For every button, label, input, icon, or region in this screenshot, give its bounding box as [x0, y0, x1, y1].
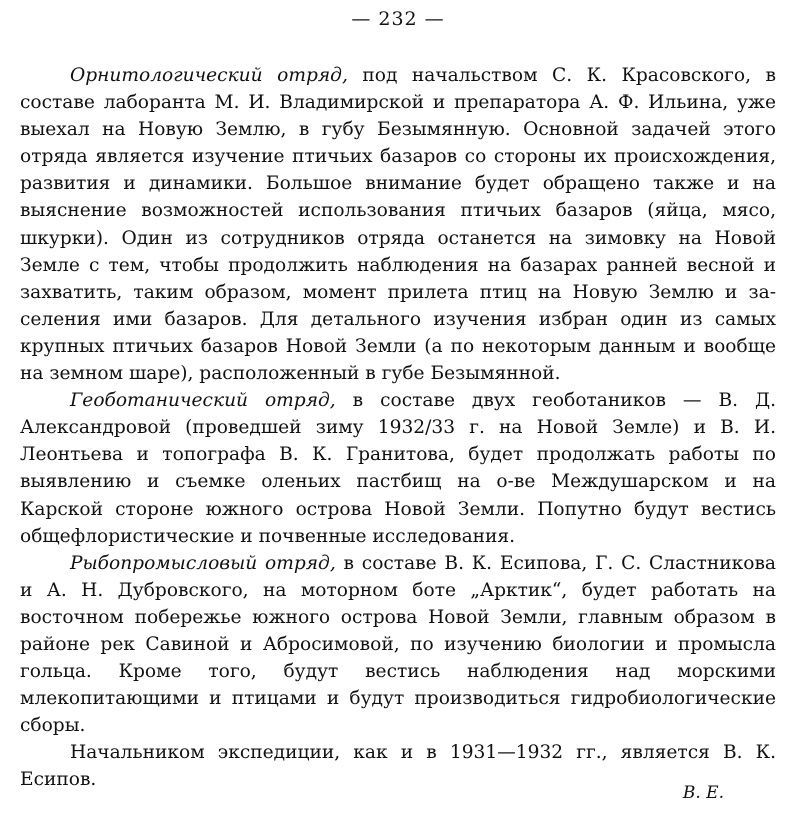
paragraph-text: под начальством С. К. Красовского, в составе лаборанта М. И. Владимирской и препаратора А. Ф. Ильина, уже выехал на Новую Землю, в губу Безымянную. Основной задачей этого отряда является изучение птичьих базаров со стороны их происхождения, развития и динамики. Большое внимание будет обращено также и на выяснение возможностей использования птичьих базаров (яйца, мясо, шкурки). Один из сотрудников отряда останется на зимовку на Новой Земле с тем, чтобы продолжить наблюдения на базарах ранней весной и захватить, таким образом, момент прилета птиц на Новую Землю и заселения ими базаров. Для детального изучения избран один из самых крупных птичьих базаров Новой Земли (а по некоторым данным и вообще на земном шаре), расположенный в губе Безымянной.: [20, 65, 776, 385]
paragraph-lead: Геоботанический отряд,: [70, 390, 336, 412]
paragraph-text: в составе В. К. Есипова, Г. С. Сластникова и А. Н. Дубровского, на моторном боте „Арктик“, будет работать на восточном побережье южного острова Новой Земли, главным образом в районе рек Савиной и Абросимовой, по изучению биологии и промысла гольца. Кроме того, будут вестись наблюдения над морскими млекопитающими и птицами и будут производиться гидробиологические сборы.: [20, 552, 776, 737]
paragraph-expedition-head: [20, 739, 776, 793]
paragraph-lead: Орнитологический отряд,: [70, 65, 348, 86]
paragraph-ornithological: [20, 62, 776, 387]
paragraph-text: Начальником экспедиции, как и в 1931—1932 гг., является В. К. Есипов.: [20, 742, 776, 791]
paragraph-text: в составе двух геоботаников — В. Д. Александровой (проведшей зиму 1932/33 г. на Новой Земле) и В. И. Леонтьева и топографа В. К. Гранитова, будет продолжать работы по выявлению и съемке оленьих пастбищ на о-ве Междушарском и на Карской стороне южного острова Новой Земли. Попутно будут вестись общефлористические и почвенные исследования.: [20, 390, 776, 547]
paragraph-lead: Рыбопромысловый отряд,: [70, 552, 336, 574]
author-signature: В. Е.: [682, 783, 724, 803]
paragraph-fishery: [20, 550, 776, 740]
page-number: — 232 —: [351, 8, 445, 30]
paragraph-geobotanical: [20, 387, 776, 550]
document-page: [20, 6, 776, 815]
